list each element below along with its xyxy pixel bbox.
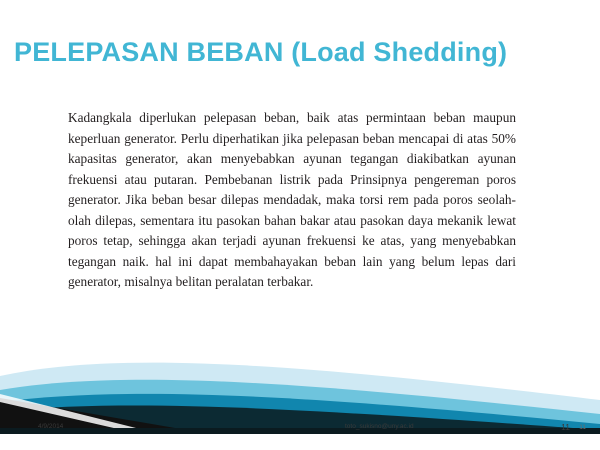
footer-page-number: 11 xyxy=(561,422,570,432)
footer-email: toto_sukisno@uny.ac.id xyxy=(345,423,414,430)
slide-canvas xyxy=(0,8,600,442)
slide-footer xyxy=(0,410,600,434)
footer-date: 4/9/2014 xyxy=(38,423,64,430)
body-paragraph: Kadangkala diperlukan pelepasan beban, baik atas permintaan beban maupun keperluan generator. Perlu diperhatikan jika pelepasan beban mencapai di atas 50% kapasitas generator, akan menyebabkan ayunan tegangan diakibatkan ayunan frekuensi atau putaran. Pembebanan listrik pada Prinsipnya pengereman poros generator. Jika beban besar dilepas mendadak, maka torsi rem pada poros seolah-olah dilepas, sementara itu pasokan bahan bakar atau pasokan daya mekanik lewat poros tetap, sehingga akan terjadi ayunan frekuensi ke atas, yang menyebabkan tegangan naik. hal ini dapat membahayakan beban lain yang belum lepas dari generator, misalnya belitan peralatan terbakar. xyxy=(68,110,516,289)
page-title: PELEPASAN BEBAN (Load Shedding) xyxy=(14,37,508,67)
footer-page-count: 11 xyxy=(579,424,586,431)
